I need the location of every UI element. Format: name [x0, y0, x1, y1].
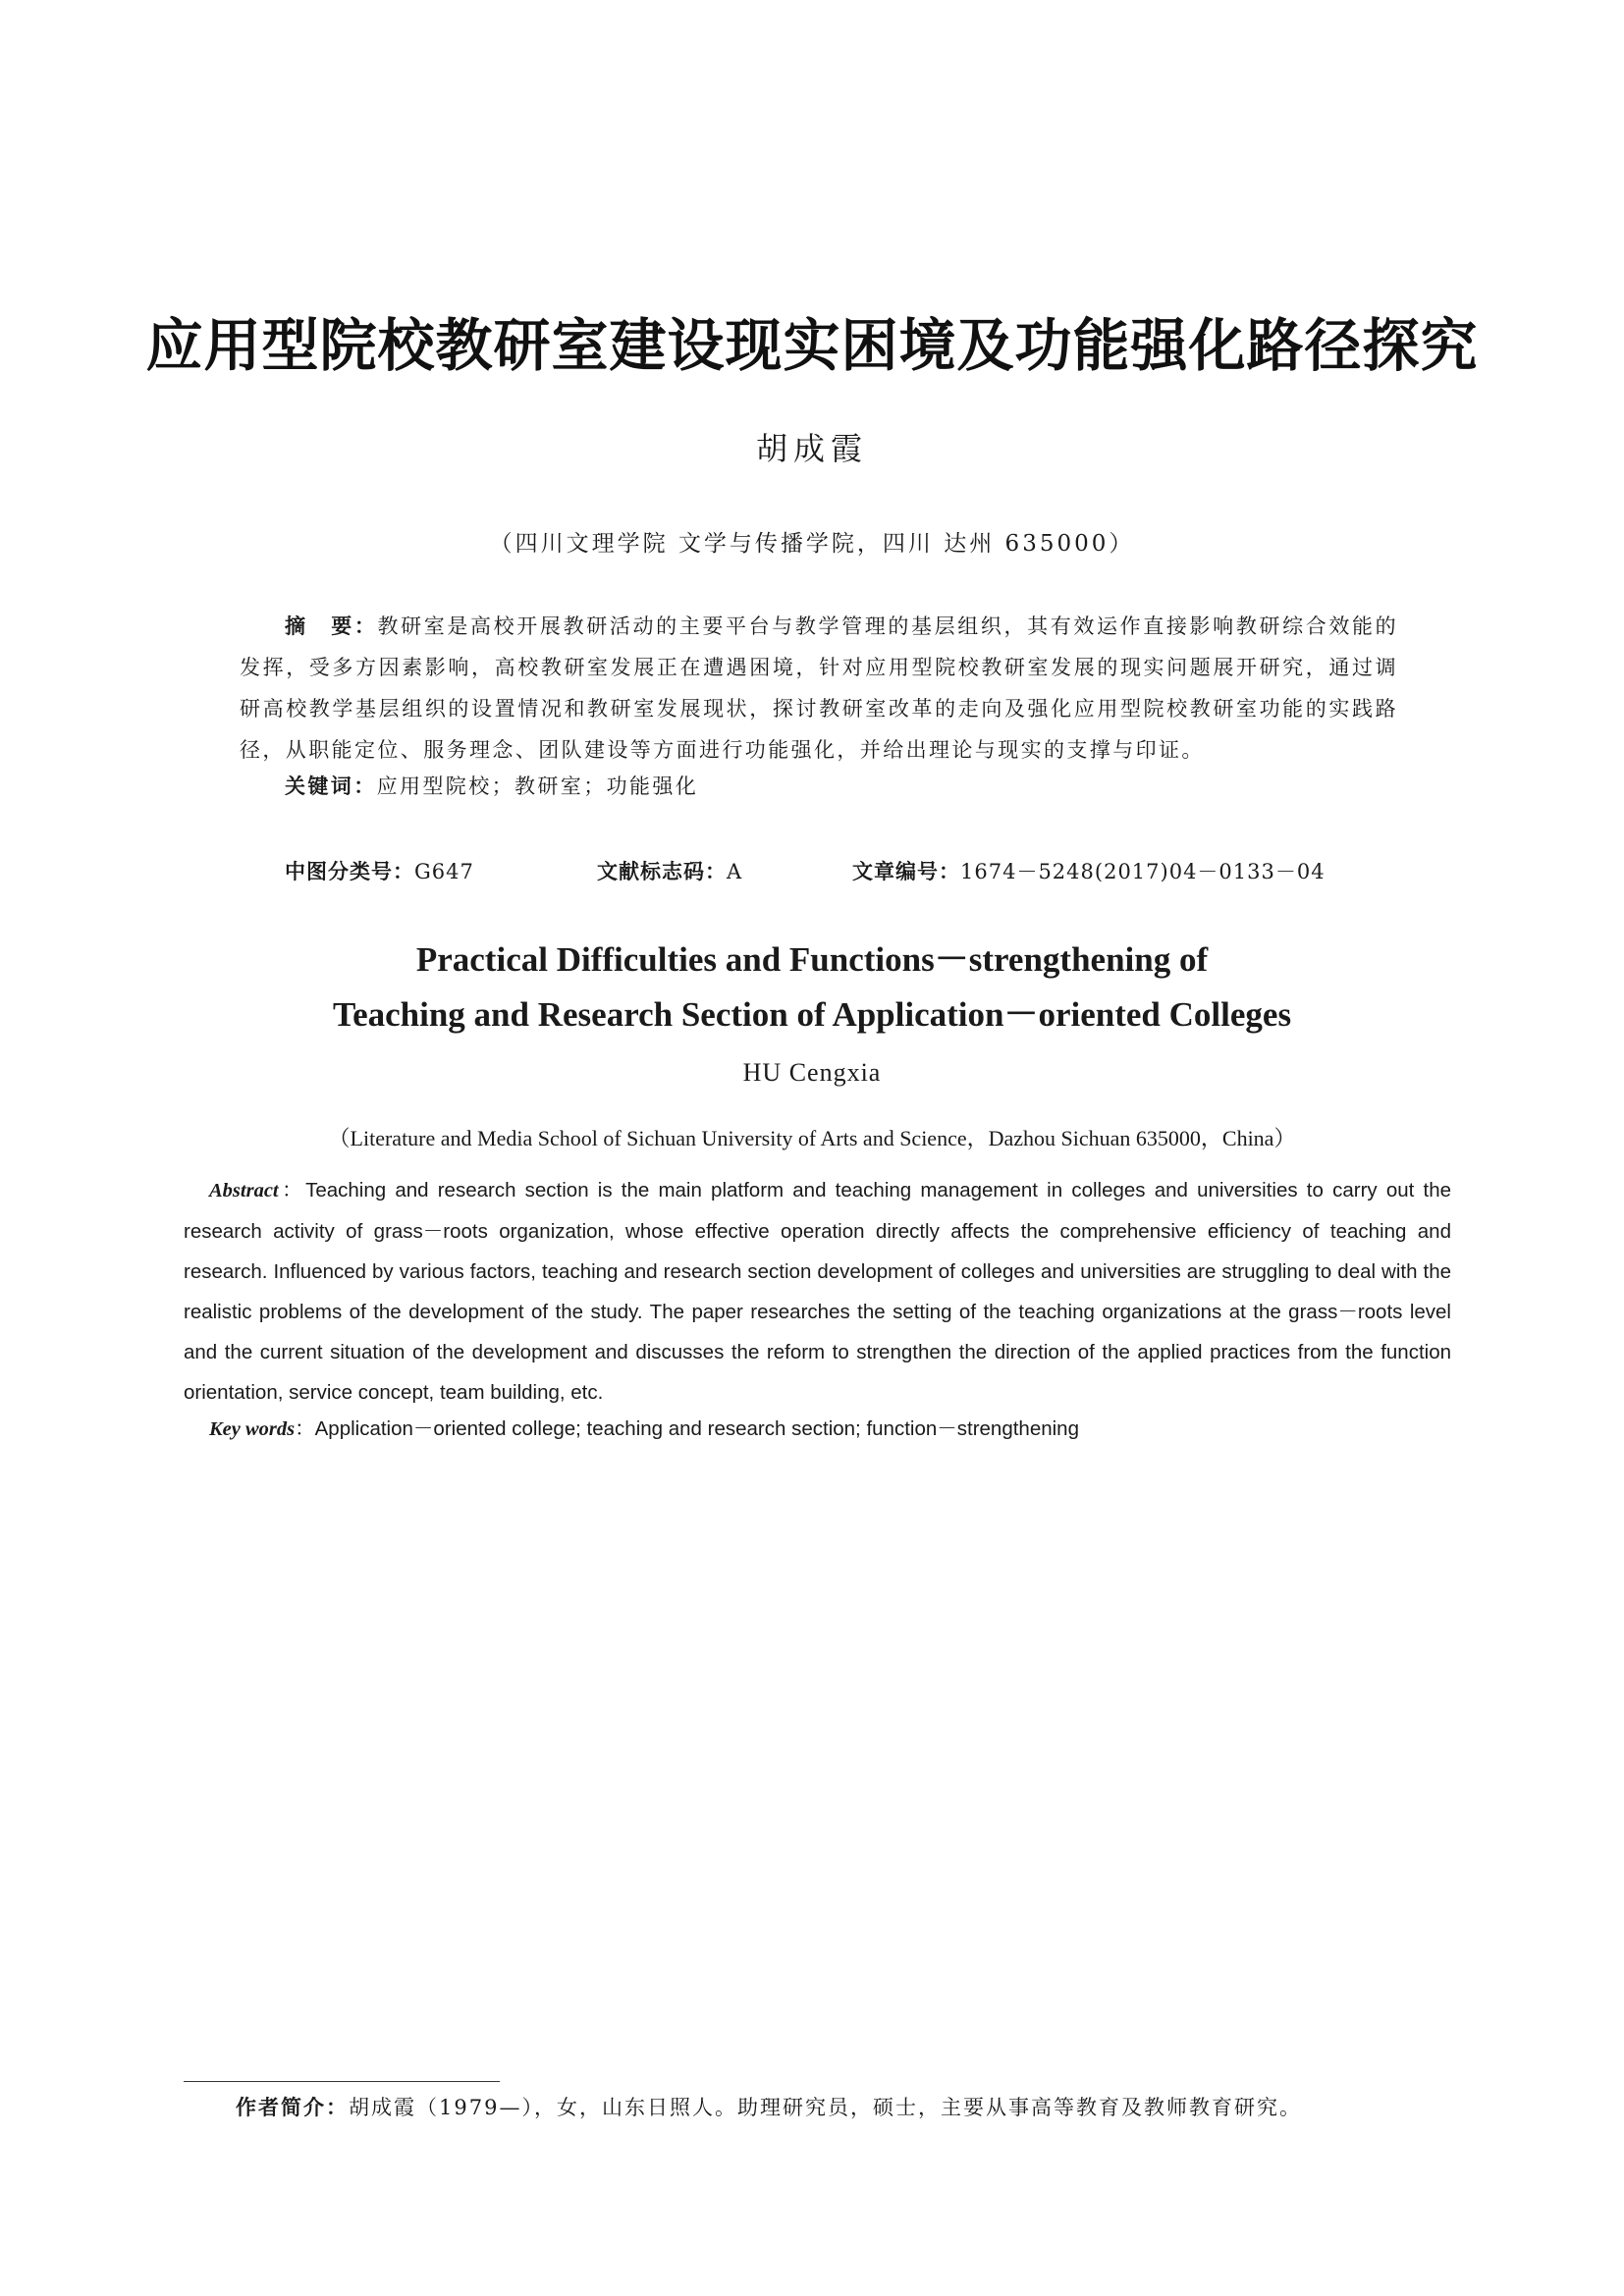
- document-code: [597, 856, 742, 885]
- clc-value: G647: [414, 860, 474, 883]
- paper-title-en-line1: Practical Difficulties and Functions－strengthening of: [415, 940, 1209, 979]
- abstract-colon-en: ：: [278, 1179, 306, 1201]
- affiliation-cn: （四川文理学院 文学与传播学院，四川 达州 635000）: [489, 531, 1135, 557]
- keywords-text-cn: 应用型院校；教研室；功能强化: [376, 774, 699, 798]
- author-footnote: [236, 2092, 1302, 2121]
- author-name-en: HU Cengxia: [742, 1058, 882, 1087]
- author-name-cn: 胡成霞: [755, 430, 868, 467]
- keywords-en: [209, 1412, 1079, 1441]
- abstract-text-cn: 教研室是高校开展教研活动的主要平台与教学管理的基层组织，其有效运作直接影响教研综合效能的发挥，受多方因素影响，高校教研室发展正在遭遇困境，针对应用型院校教研室发展的现实问题展开研究，通过调研高校教学基层组织的设置情况和教研室发展现状，探讨教研室改革的走向及强化应用型院校教研室功能的实践路径，从职能定位、服务理念、团队建设等方面进行功能强化，并给出理论与现实的支撑与印证。: [240, 614, 1398, 762]
- keywords-label-cn: 关键词：: [285, 774, 377, 798]
- article-number-label: 文章编号：: [852, 860, 960, 883]
- abstract-cn: [240, 606, 1398, 771]
- keywords-cn: [285, 771, 698, 800]
- footnote-divider: [184, 2081, 500, 2082]
- paper-title-en: [0, 933, 1624, 1042]
- footnote-label: 作者简介：: [236, 2096, 349, 2119]
- document-code-label: 文献标志码：: [597, 860, 727, 883]
- abstract-label-cn: 摘 要：: [285, 614, 378, 638]
- article-number: [852, 856, 1326, 885]
- keywords-text-en: Application－oriented college; teaching and research section; function－strengthening: [314, 1417, 1079, 1440]
- keywords-colon-en: ：: [295, 1417, 315, 1440]
- article-number-value: 1674－5248(2017)04－0133－04: [960, 860, 1326, 883]
- abstract-label-en: Abstract: [209, 1180, 279, 1201]
- paper-title-en-line2: Teaching and Research Section of Application－oriented Colleges: [332, 995, 1292, 1034]
- abstract-en: [184, 1170, 1451, 1413]
- keywords-label-en: Key words: [209, 1418, 296, 1440]
- footnote-text: 胡成霞（1979—），女，山东日照人。助理研究员，硕士，主要从事高等教育及教师教育研究。: [349, 2096, 1302, 2119]
- clc-label: 中图分类号：: [285, 860, 414, 883]
- document-code-value: A: [727, 860, 743, 883]
- affiliation-en: （Literature and Media School of Sichuan University of Arts and Science，Dazhou Sichuan 635000，China）: [328, 1126, 1296, 1150]
- paper-title-cn: 应用型院校教研室建设现实困境及功能强化路径探究: [145, 312, 1479, 379]
- clc-number: [285, 856, 474, 885]
- abstract-text-en: Teaching and research section is the main platform and teaching management in colleges and universities to carry out the research activity of grass－roots organization, whose effective operation directly affects the comprehensive efficiency of teaching and research. Influenced by various factors, teaching and research section development of colleges and universities are struggling to deal with the realistic problems of the development of the study. The paper researches the setting of the teaching organizations at the grass－roots level and the current situation of the development and discusses the reform to strengthen the direction of the applied practices from the function orientation, service concept, team building, etc.: [184, 1179, 1451, 1404]
